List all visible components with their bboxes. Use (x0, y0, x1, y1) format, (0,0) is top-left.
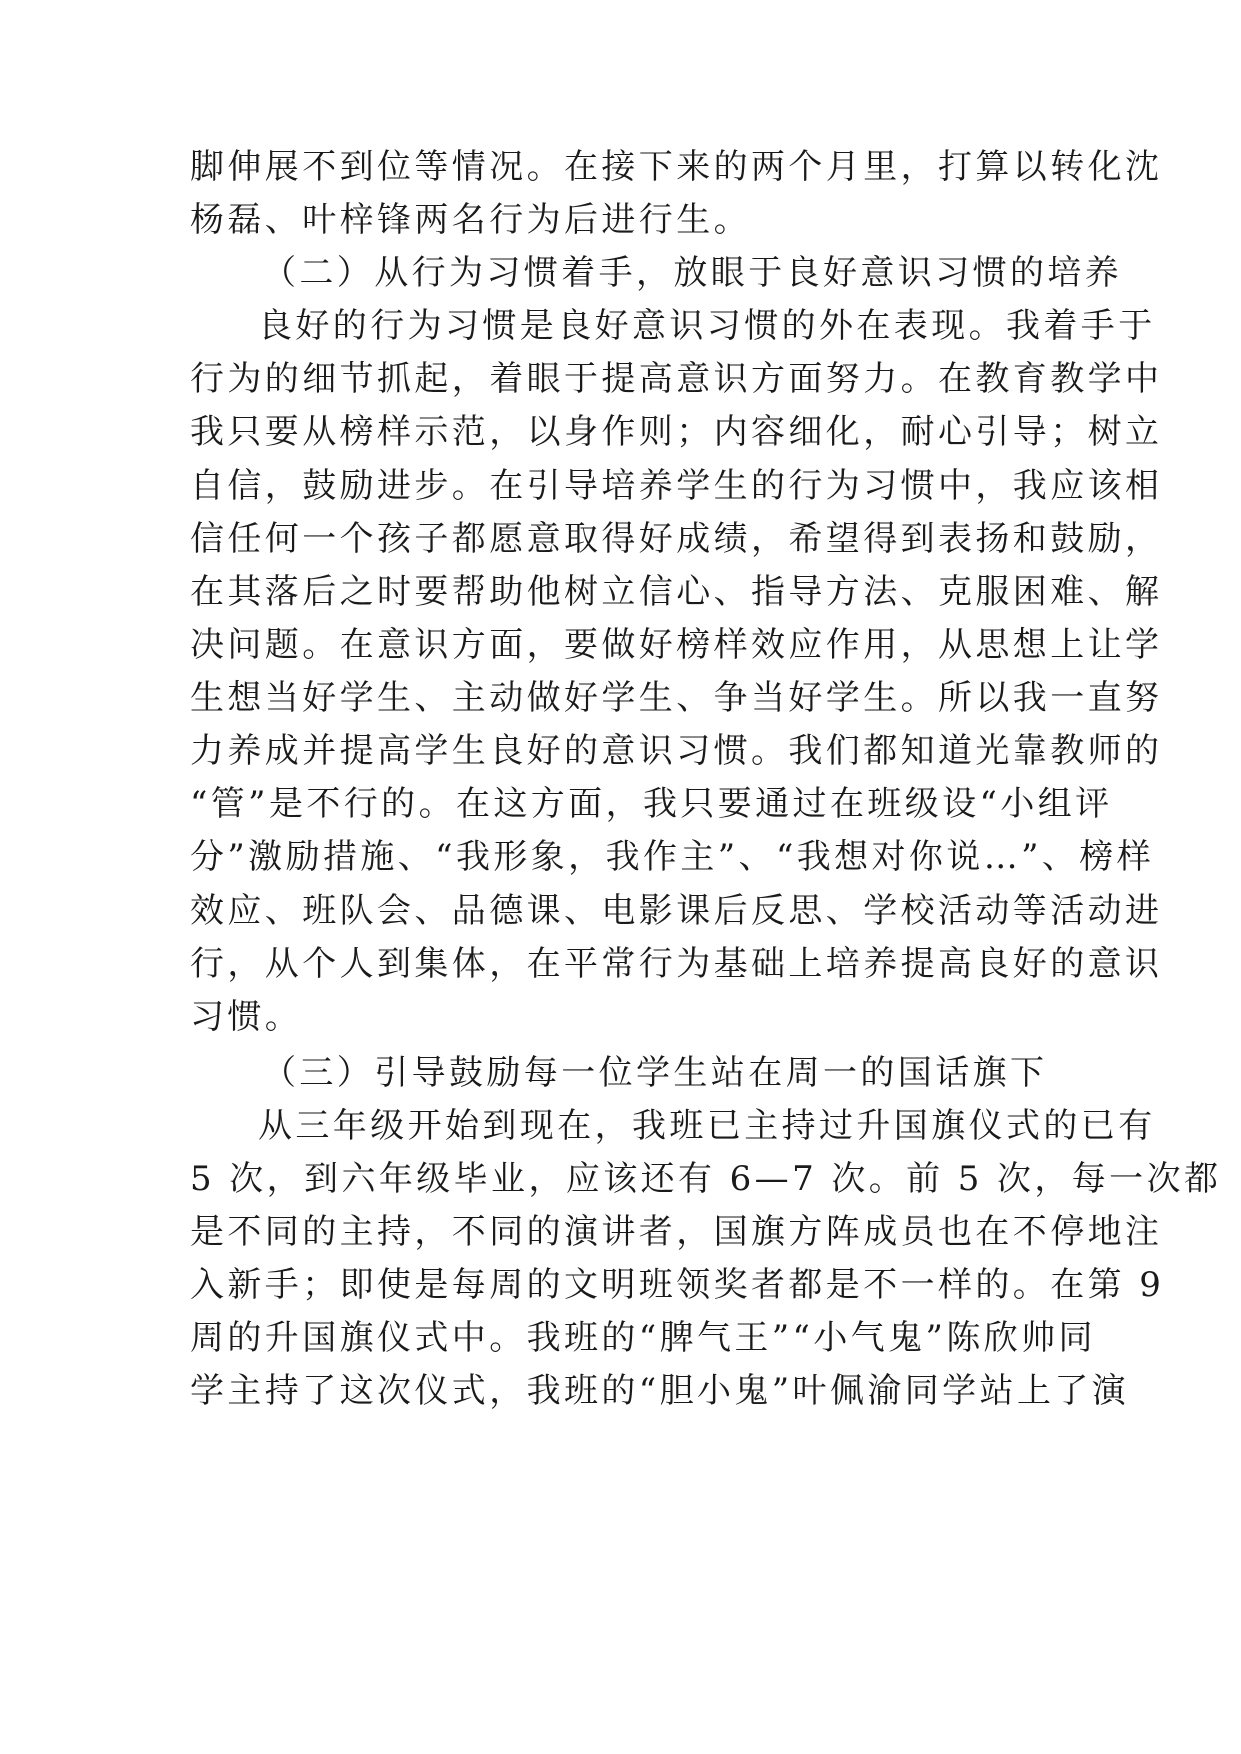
section-heading-2: （二）从行为习惯着手，放眼于良好意识习惯的培养 (262, 253, 1123, 293)
text-line-10: 决问题。在意识方面，要做好榜样效应作用，从思想上让学 (190, 625, 1163, 665)
text-line-14: 分”激励措施、“我形象，我作主”、“我想对你说…”、榜样 (190, 837, 1155, 877)
text-line-1: 脚伸展不到位等情况。在接下来的两个月里，打算以转化沈 (190, 147, 1163, 187)
text-line-17: 习惯。 (190, 997, 303, 1037)
text-line-12: 力养成并提高学生良好的意识习惯。我们都知道光靠教师的 (190, 731, 1163, 771)
text-line-11: 生想当好学生、主动做好学生、争当好学生。所以我一直努 (190, 678, 1163, 718)
text-line-13: “管”是不行的。在这方面，我只要通过在班级设“小组评 (190, 784, 1113, 824)
text-line-2: 杨磊、叶梓锋两名行为后进行生。 (190, 200, 751, 240)
text-line-23: 周的升国旗仪式中。我班的“脾气王”“小气鬼”陈欣帅同 (190, 1318, 1096, 1358)
text-line-24: 学主持了这次仪式，我班的“胆小鬼”叶佩渝同学站上了演 (190, 1371, 1130, 1411)
text-line-16: 行，从个人到集体，在平常行为基础上培养提高良好的意识 (190, 944, 1163, 984)
paragraph-start-line-2: 从三年级开始到现在，我班已主持过升国旗仪式的已有 (258, 1106, 1156, 1146)
text-line-5: 行为的细节抓起，着眼于提高意识方面努力。在教育教学中 (190, 359, 1163, 399)
paragraph-start-line: 良好的行为习惯是良好意识习惯的外在表现。我着手于 (258, 306, 1156, 346)
text-line-8: 信任何一个孩子都愿意取得好成绩，希望得到表扬和鼓励， (190, 519, 1163, 559)
text-line-9: 在其落后之时要帮助他树立信心、指导方法、克服困难、解 (190, 572, 1163, 612)
text-line-6: 我只要从榜样示范，以身作则；内容细化，耐心引导；树立 (190, 412, 1163, 452)
text-line-22: 入新手；即使是每周的文明班领奖者都是不一样的。在第 9 (190, 1265, 1165, 1305)
text-line-20: 5 次，到六年级毕业，应该还有 6—7 次。前 5 次，每一次都 (190, 1159, 1222, 1199)
text-line-21: 是不同的主持，不同的演讲者，国旗方阵成员也在不停地注 (190, 1212, 1163, 1252)
text-line-7: 自信，鼓励进步。在引导培养学生的行为习惯中，我应该相 (190, 466, 1163, 506)
section-heading-3: （三）引导鼓励每一位学生站在周一的国话旗下 (262, 1053, 1048, 1093)
text-line-15: 效应、班队会、品德课、电影课后反思、学校活动等活动进 (190, 891, 1163, 931)
